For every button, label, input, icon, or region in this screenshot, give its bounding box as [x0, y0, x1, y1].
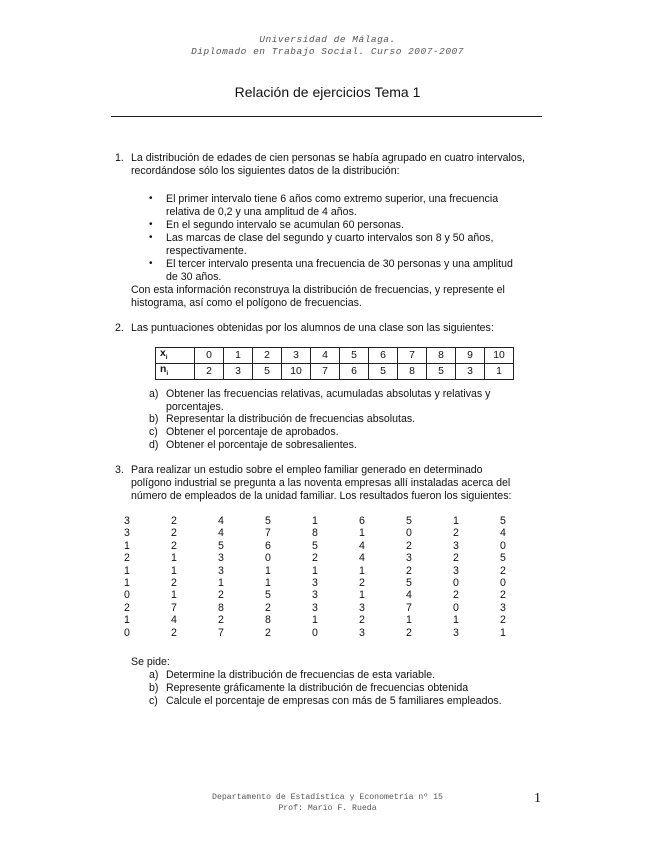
- bullet-dot: •: [149, 232, 153, 243]
- data-cell: 2: [500, 614, 506, 627]
- ex3-item-a: Determine la distribución de frecuencias de esta variable.: [166, 669, 436, 681]
- ex3-item-c: Calcule el porcentaje de empresas con más de 5 familiares empleados.: [166, 695, 502, 707]
- ex3-intro-line1: Para realizar un estudio sobre el empleo familiar generado en determinado: [131, 464, 483, 476]
- data-cell: 1: [500, 626, 506, 639]
- row-n-sub: i: [166, 370, 169, 378]
- ex2-item-b: Representar la distribución de frecuencias absolutas.: [166, 413, 416, 425]
- ex1-bullet2-line1: En el segundo intervalo se acumulan 60 personas.: [166, 219, 404, 231]
- n-cell: 8: [398, 364, 427, 380]
- ex1-number: 1.: [115, 152, 124, 164]
- ex1-intro-line2: recordándose sólo los siguientes datos de la distribución:: [131, 165, 400, 177]
- data-cell: 5: [265, 515, 271, 527]
- x-cell: 1: [224, 348, 253, 364]
- footer-professor: Prof: Mario F. Rueda: [278, 804, 377, 813]
- data-cell: 1: [171, 552, 177, 565]
- data-cell: 4: [359, 552, 365, 565]
- data-cell: 2: [359, 577, 365, 590]
- x-cell: 10: [485, 348, 514, 364]
- data-cell: 0: [500, 539, 506, 552]
- data-cell: 0: [500, 577, 506, 590]
- data-column: [312, 515, 318, 639]
- data-column: [359, 515, 365, 639]
- data-cell: 5: [218, 539, 224, 552]
- ex3-item-b: Represente gráficamente la distribución de frecuencias obtenida: [166, 682, 469, 694]
- data-column: [500, 515, 506, 639]
- x-cell: 5: [340, 348, 369, 364]
- data-cell: 2: [406, 626, 412, 639]
- data-cell: 4: [406, 589, 412, 602]
- ex1-bullet4-line2: de 30 años.: [166, 271, 222, 283]
- data-cell: 1: [359, 527, 365, 540]
- scores-row-x: [156, 348, 514, 364]
- footer-department: Departamento de Estadística y Econometría nº 15: [212, 793, 443, 802]
- data-cell: 1: [265, 577, 271, 590]
- ex1-bullet4-line1: El tercer intervalo presenta una frecuencia de 30 personas y una amplitud: [166, 258, 513, 270]
- n-cell: 7: [311, 364, 340, 380]
- data-cell: 1: [171, 564, 177, 577]
- data-cell: 0: [124, 589, 130, 602]
- data-cell: 0: [453, 577, 459, 590]
- data-cell: 2: [124, 601, 130, 614]
- row-x-label: x: [160, 348, 166, 359]
- data-column: [171, 515, 177, 639]
- ex1-bullet1-line2: relativa de 0,2 y una amplitud de 4 años.: [166, 206, 357, 218]
- x-cell: 9: [456, 348, 485, 364]
- data-cell: 4: [171, 614, 177, 627]
- ex2-number: 2.: [115, 322, 124, 334]
- bullet-dot: •: [149, 193, 153, 204]
- n-cell: 2: [195, 364, 224, 380]
- data-cell: 0: [406, 527, 412, 540]
- data-cell: 2: [500, 564, 506, 577]
- data-cell: 1: [453, 515, 459, 527]
- se-pide-label: Se pide:: [131, 656, 170, 668]
- data-cell: 1: [359, 564, 365, 577]
- data-cell: 1: [124, 539, 130, 552]
- ex2-item-d: Obtener el porcentaje de sobresalientes.: [166, 439, 357, 451]
- x-cell: 6: [369, 348, 398, 364]
- data-cell: 8: [265, 614, 271, 627]
- data-cell: 3: [453, 626, 459, 639]
- data-cell: 2: [218, 589, 224, 602]
- data-cell: 5: [312, 539, 318, 552]
- data-column: [218, 515, 224, 639]
- data-cell: 8: [218, 601, 224, 614]
- data-cell: 2: [171, 626, 177, 639]
- data-cell: 3: [453, 539, 459, 552]
- data-cell: 4: [218, 527, 224, 540]
- data-cell: 3: [218, 552, 224, 565]
- ex2-item-c-letter: c): [149, 426, 158, 438]
- n-cell: 3: [456, 364, 485, 380]
- ex2-item-a-letter: a): [149, 388, 159, 400]
- bullet-dot: •: [149, 219, 153, 230]
- data-cell: 2: [124, 552, 130, 565]
- data-cell: 5: [500, 515, 506, 527]
- data-cell: 6: [359, 515, 365, 527]
- data-cell: 1: [312, 614, 318, 627]
- row-x-header: [156, 348, 195, 364]
- data-cell: 3: [453, 564, 459, 577]
- ex1-outro-line2: histograma, así como el polígono de frecuencias.: [131, 297, 362, 309]
- data-cell: 4: [218, 515, 224, 527]
- ex1-bullet3-line2: respectivamente.: [166, 245, 247, 257]
- data-cell: 0: [453, 601, 459, 614]
- data-cell: 3: [312, 601, 318, 614]
- ex3-intro-line2: polígono industrial se pregunta a las noventa empresas allí instaladas acerca del: [131, 477, 511, 489]
- data-cell: 0: [124, 626, 130, 639]
- data-cell: 1: [218, 577, 224, 590]
- data-cell: 6: [265, 539, 271, 552]
- ex3-item-b-letter: b): [149, 682, 159, 694]
- data-cell: 2: [171, 539, 177, 552]
- ex3-intro-line3: número de empleados de la unidad familiar. Los resultados fueron los siguientes:: [131, 490, 512, 502]
- data-cell: 2: [312, 552, 318, 565]
- data-cell: 2: [171, 515, 177, 527]
- x-cell: 2: [253, 348, 282, 364]
- data-cell: 3: [359, 626, 365, 639]
- page-number: 1: [534, 791, 541, 806]
- title-divider: [111, 116, 542, 117]
- data-cell: 3: [124, 527, 130, 540]
- n-cell: 5: [369, 364, 398, 380]
- ex2-item-d-letter: d): [149, 439, 159, 451]
- page-title: Relación de ejercicios Tema 1: [234, 84, 421, 100]
- data-cell: 2: [406, 564, 412, 577]
- data-cell: 3: [124, 515, 130, 527]
- ex1-bullet3-line1: Las marcas de clase del segundo y cuarto intervalos son 8 y 50 años,: [166, 232, 494, 244]
- x-cell: 8: [427, 348, 456, 364]
- data-cell: 2: [453, 527, 459, 540]
- data-column: [124, 515, 130, 639]
- n-cell: 10: [282, 364, 311, 380]
- row-n-header: [156, 364, 195, 380]
- data-column: [453, 515, 459, 639]
- ex2-intro: Las puntuaciones obtenidas por los alumnos de una clase son las siguientes:: [131, 322, 494, 334]
- data-cell: 1: [171, 589, 177, 602]
- data-cell: 3: [218, 564, 224, 577]
- header-university: Universidad de Málaga.: [259, 34, 396, 45]
- data-cell: 1: [265, 564, 271, 577]
- n-cell: 1: [485, 364, 514, 380]
- data-cell: 1: [124, 614, 130, 627]
- data-cell: 0: [265, 552, 271, 565]
- x-cell: 0: [195, 348, 224, 364]
- scores-table: [155, 347, 514, 380]
- data-column: [265, 515, 271, 639]
- data-cell: 5: [500, 552, 506, 565]
- x-cell: 3: [282, 348, 311, 364]
- ex1-bullet1-line1: El primer intervalo tiene 6 años como extremo superior, una frecuencia: [166, 193, 499, 205]
- x-cell: 7: [398, 348, 427, 364]
- data-cell: 2: [171, 577, 177, 590]
- data-cell: 0: [312, 626, 318, 639]
- scores-row-n: [156, 364, 514, 380]
- data-cell: 2: [218, 614, 224, 627]
- data-cell: 3: [312, 589, 318, 602]
- ex2-item-b-letter: b): [149, 413, 159, 425]
- data-cell: 7: [265, 527, 271, 540]
- n-cell: 5: [427, 364, 456, 380]
- ex2-item-a-line1: Obtener las frecuencias relativas, acumuladas absolutas y relativas y: [166, 388, 491, 400]
- ex3-item-a-letter: a): [149, 669, 159, 681]
- data-cell: 4: [359, 539, 365, 552]
- data-cell: 1: [359, 589, 365, 602]
- header-course: Diplomado en Trabajo Social. Curso 2007-2007: [191, 46, 464, 57]
- data-cell: 2: [453, 552, 459, 565]
- data-cell: 1: [453, 614, 459, 627]
- data-cell: 2: [453, 589, 459, 602]
- data-cell: 1: [312, 564, 318, 577]
- data-cell: 3: [312, 577, 318, 590]
- ex1-intro-line1: La distribución de edades de cien personas se había agrupado en cuatro intervalos,: [131, 152, 526, 164]
- data-cell: 2: [500, 589, 506, 602]
- data-cell: 7: [171, 601, 177, 614]
- row-x-sub: i: [165, 354, 168, 362]
- row-n-label: n: [160, 364, 167, 376]
- data-cell: 4: [500, 527, 506, 540]
- data-cell: 7: [218, 626, 224, 639]
- ex2-item-c: Obtener el porcentaje de aprobados.: [166, 426, 339, 438]
- n-cell: 6: [340, 364, 369, 380]
- data-cell: 1: [406, 614, 412, 627]
- data-cell: 5: [406, 515, 412, 527]
- data-cell: 7: [406, 601, 412, 614]
- data-column: [406, 515, 412, 639]
- x-cell: 4: [311, 348, 340, 364]
- data-cell: 8: [312, 527, 318, 540]
- data-cell: 2: [265, 601, 271, 614]
- data-cell: 2: [406, 539, 412, 552]
- data-cell: 2: [171, 527, 177, 540]
- n-cell: 5: [253, 364, 282, 380]
- bullet-dot: •: [149, 258, 153, 269]
- data-cell: 3: [500, 601, 506, 614]
- ex2-item-a-line2: porcentajes.: [166, 401, 224, 413]
- data-cell: 2: [359, 614, 365, 627]
- ex3-item-c-letter: c): [149, 695, 158, 707]
- ex1-outro-line1: Con esta información reconstruya la distribución de frecuencias, y represente el: [131, 284, 505, 296]
- n-cell: 3: [224, 364, 253, 380]
- data-cell: 3: [359, 601, 365, 614]
- data-cell: 5: [406, 577, 412, 590]
- data-cell: 3: [406, 552, 412, 565]
- data-cell: 1: [124, 564, 130, 577]
- ex3-number: 3.: [115, 464, 124, 476]
- data-cell: 2: [265, 626, 271, 639]
- data-cell: 1: [312, 515, 318, 527]
- data-cell: 5: [265, 589, 271, 602]
- data-cell: 1: [124, 577, 130, 590]
